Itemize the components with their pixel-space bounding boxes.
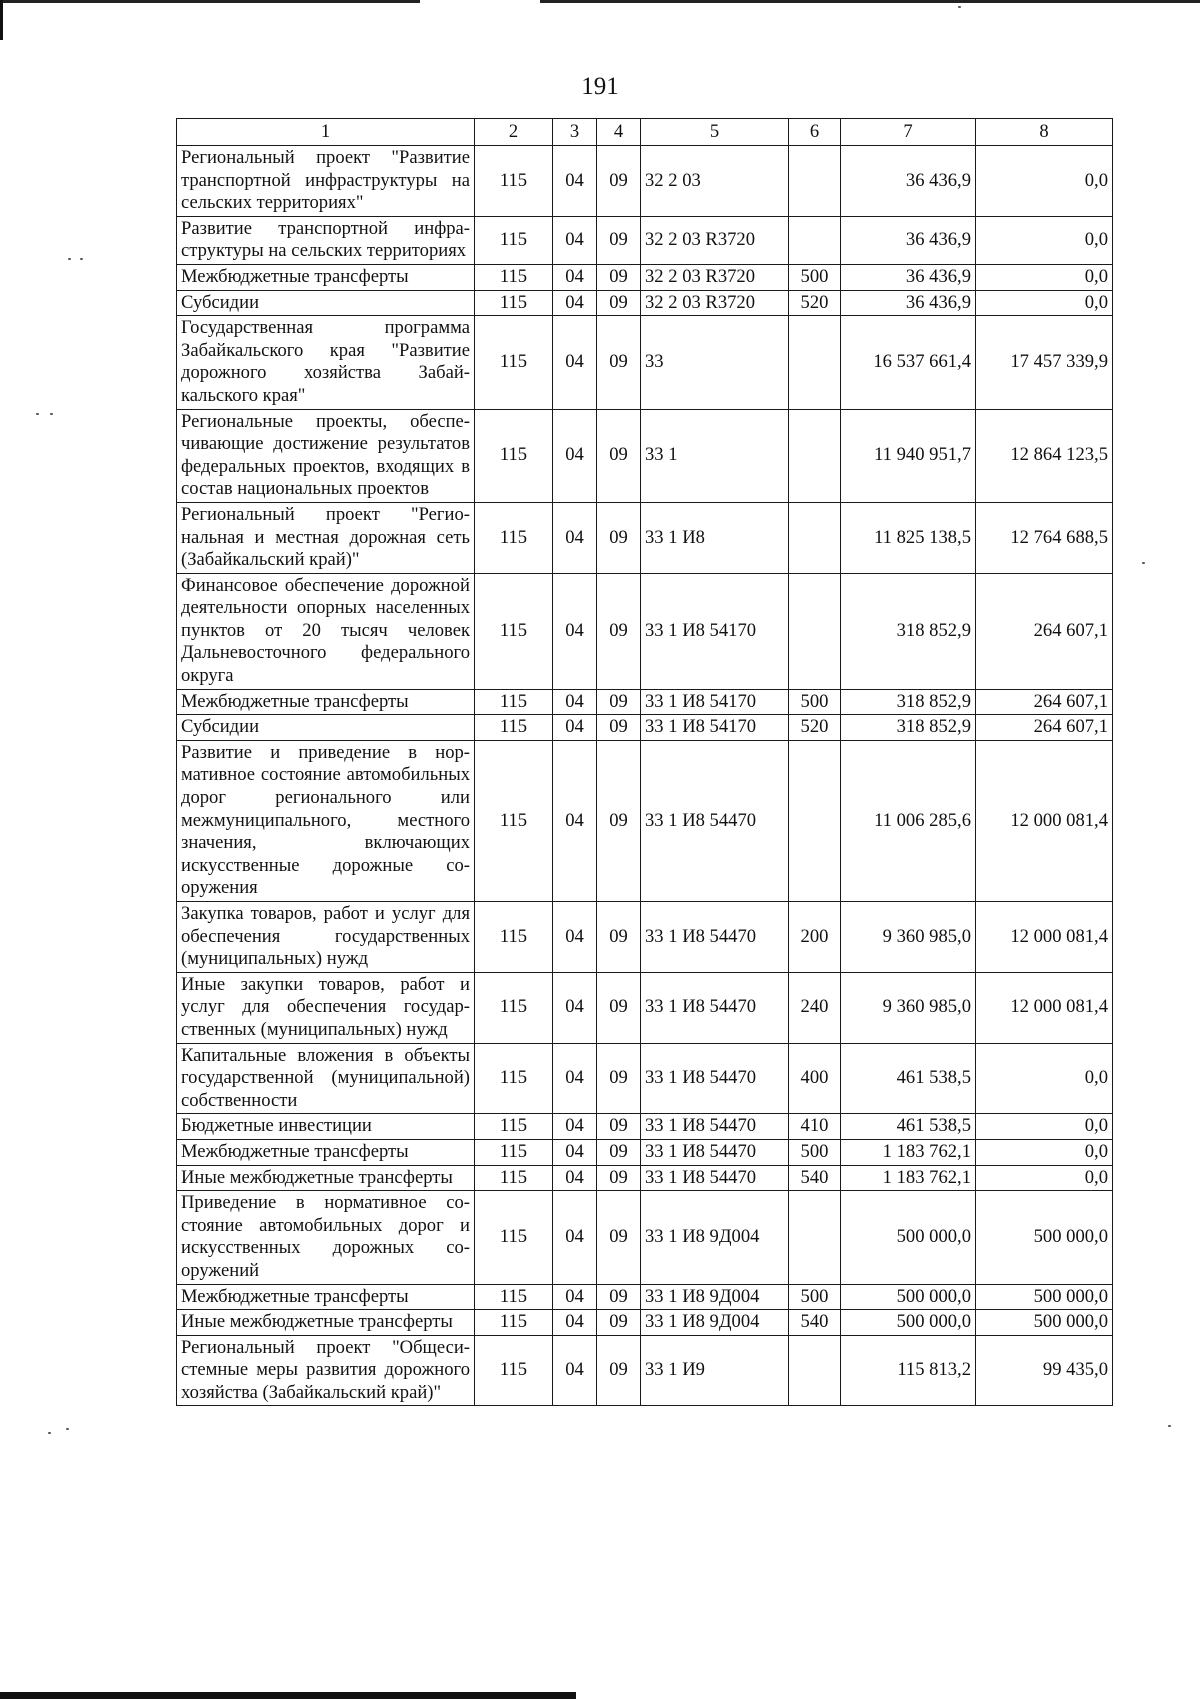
- cell-col2: 115: [475, 740, 553, 901]
- cell-col5: 33 1 И8 54470: [641, 972, 789, 1043]
- cell-col7: 461 538,5: [841, 1114, 976, 1140]
- cell-col7: 9 360 985,0: [841, 972, 976, 1043]
- cell-col3: 04: [553, 1191, 597, 1284]
- scan-speck: [958, 6, 961, 8]
- cell-col5: 33 1 И8 54470: [641, 1139, 789, 1165]
- table-row: [177, 1139, 1113, 1165]
- column-header-6: 6: [789, 119, 841, 146]
- cell-col8: 264 607,1: [976, 715, 1113, 741]
- cell-col4: 09: [597, 409, 641, 502]
- table-row: [177, 316, 1113, 409]
- cell-col7: 36 436,9: [841, 216, 976, 264]
- cell-col8: 264 607,1: [976, 573, 1113, 689]
- cell-col8: 0,0: [976, 264, 1113, 290]
- cell-col5: 33: [641, 316, 789, 409]
- column-header-7: 7: [841, 119, 976, 146]
- cell-col4: 09: [597, 502, 641, 573]
- table-row: [177, 1043, 1113, 1114]
- cell-col3: 04: [553, 715, 597, 741]
- cell-name: Бюджетные инвестиции: [177, 1114, 475, 1140]
- table-row: [177, 1335, 1113, 1406]
- cell-col4: 09: [597, 1139, 641, 1165]
- column-header-3: 3: [553, 119, 597, 146]
- cell-name: Межбюджетные трансферты: [177, 1284, 475, 1310]
- cell-col7: 1 183 762,1: [841, 1165, 976, 1191]
- cell-col4: 09: [597, 264, 641, 290]
- cell-name: Региональный проект "Развитие транспортной инфраструктуры на сельских территориях": [177, 146, 475, 217]
- cell-name: Иные межбюджетные трансферты: [177, 1165, 475, 1191]
- column-header-4: 4: [597, 119, 641, 146]
- cell-col6: [789, 146, 841, 217]
- cell-name: Иные межбюджетные трансферты: [177, 1310, 475, 1336]
- cell-col5: 33 1 И8 9Д004: [641, 1310, 789, 1336]
- scan-edge-bottom: [0, 1692, 1200, 1699]
- column-header-2: 2: [475, 119, 553, 146]
- cell-col2: 115: [475, 409, 553, 502]
- cell-col4: 09: [597, 1043, 641, 1114]
- cell-col7: 16 537 661,4: [841, 316, 976, 409]
- cell-col8: 12 864 123,5: [976, 409, 1113, 502]
- cell-col2: 115: [475, 1310, 553, 1336]
- cell-col3: 04: [553, 573, 597, 689]
- cell-col4: 09: [597, 1114, 641, 1140]
- cell-col7: 36 436,9: [841, 290, 976, 316]
- cell-col4: 09: [597, 689, 641, 715]
- cell-col8: 0,0: [976, 1139, 1113, 1165]
- cell-col6: 540: [789, 1165, 841, 1191]
- cell-col4: 09: [597, 290, 641, 316]
- cell-col7: 461 538,5: [841, 1043, 976, 1114]
- cell-col4: 09: [597, 146, 641, 217]
- cell-col5: 32 2 03 R3720: [641, 290, 789, 316]
- cell-col3: 04: [553, 1335, 597, 1406]
- cell-col7: 36 436,9: [841, 146, 976, 217]
- table-row: [177, 740, 1113, 901]
- cell-col2: 115: [475, 502, 553, 573]
- table-row: [177, 1191, 1113, 1284]
- cell-col7: 115 813,2: [841, 1335, 976, 1406]
- cell-name: Развитие и приведение в нормативное состояние автомобильных дорог регионального или межмуниципального, местного значения, включающих искусственные дорожные сооружения: [177, 740, 475, 901]
- table-row: [177, 1165, 1113, 1191]
- cell-col8: 0,0: [976, 216, 1113, 264]
- cell-col3: 04: [553, 1310, 597, 1336]
- cell-col3: 04: [553, 1165, 597, 1191]
- cell-col7: 500 000,0: [841, 1191, 976, 1284]
- cell-col2: 115: [475, 1335, 553, 1406]
- cell-col7: 1 183 762,1: [841, 1139, 976, 1165]
- cell-col5: 33 1 И8 54470: [641, 902, 789, 973]
- cell-col6: 520: [789, 290, 841, 316]
- cell-col5: 33 1 И8 54170: [641, 715, 789, 741]
- cell-col2: 115: [475, 146, 553, 217]
- cell-col2: 115: [475, 316, 553, 409]
- table-row: [177, 216, 1113, 264]
- cell-col5: 33 1: [641, 409, 789, 502]
- table-row: [177, 715, 1113, 741]
- cell-col2: 115: [475, 972, 553, 1043]
- cell-col2: 115: [475, 216, 553, 264]
- cell-col6: 500: [789, 689, 841, 715]
- cell-col2: 115: [475, 689, 553, 715]
- cell-col2: 115: [475, 264, 553, 290]
- cell-name: Межбюджетные трансферты: [177, 1139, 475, 1165]
- table-row: [177, 573, 1113, 689]
- cell-col6: [789, 573, 841, 689]
- cell-col5: 33 1 И8 54170: [641, 689, 789, 715]
- cell-col7: 318 852,9: [841, 573, 976, 689]
- cell-col3: 04: [553, 216, 597, 264]
- cell-col5: 33 1 И8 9Д004: [641, 1284, 789, 1310]
- cell-col3: 04: [553, 1043, 597, 1114]
- cell-col5: 33 1 И8 54470: [641, 1165, 789, 1191]
- cell-col3: 04: [553, 264, 597, 290]
- scan-speck: [48, 1432, 51, 1434]
- page-number: 191: [581, 73, 619, 100]
- cell-col7: 9 360 985,0: [841, 902, 976, 973]
- header-row: [177, 119, 1113, 146]
- cell-col7: 11 825 138,5: [841, 502, 976, 573]
- cell-col8: 500 000,0: [976, 1191, 1113, 1284]
- cell-col3: 04: [553, 902, 597, 973]
- table-header: [177, 119, 1113, 146]
- cell-col3: 04: [553, 1284, 597, 1310]
- cell-name: Иные закупки товаров, работ и услуг для обеспечения государственных (муниципальных) нужд: [177, 972, 475, 1043]
- cell-col6: [789, 502, 841, 573]
- cell-col6: 400: [789, 1043, 841, 1114]
- table-row: [177, 146, 1113, 217]
- cell-col3: 04: [553, 972, 597, 1043]
- scan-speck: [1168, 1425, 1171, 1427]
- cell-col3: 04: [553, 290, 597, 316]
- cell-col5: 33 1 И8: [641, 502, 789, 573]
- cell-col2: 115: [475, 1139, 553, 1165]
- cell-col4: 09: [597, 902, 641, 973]
- cell-col3: 04: [553, 689, 597, 715]
- scan-speck: [80, 258, 83, 260]
- cell-col6: 500: [789, 1139, 841, 1165]
- column-header-8: 8: [976, 119, 1113, 146]
- cell-col7: 500 000,0: [841, 1284, 976, 1310]
- cell-col8: 500 000,0: [976, 1310, 1113, 1336]
- cell-col8: 0,0: [976, 1043, 1113, 1114]
- cell-col6: 500: [789, 264, 841, 290]
- scan-edge-top: [0, 0, 1200, 3]
- cell-col4: 09: [597, 740, 641, 901]
- cell-col4: 09: [597, 1191, 641, 1284]
- scan-speck: [36, 413, 39, 415]
- cell-col6: [789, 409, 841, 502]
- cell-col6: [789, 1191, 841, 1284]
- cell-col5: 32 2 03 R3720: [641, 264, 789, 290]
- table-row: [177, 290, 1113, 316]
- cell-col5: 32 2 03 R3720: [641, 216, 789, 264]
- cell-col8: 0,0: [976, 290, 1113, 316]
- cell-col2: 115: [475, 902, 553, 973]
- cell-col3: 04: [553, 1114, 597, 1140]
- table-row: [177, 689, 1113, 715]
- cell-col3: 04: [553, 502, 597, 573]
- cell-col8: 0,0: [976, 1165, 1113, 1191]
- cell-name: Межбюджетные трансферты: [177, 689, 475, 715]
- cell-name: Межбюджетные трансферты: [177, 264, 475, 290]
- table-row: [177, 1114, 1113, 1140]
- cell-name: Государственная программа Забайкальского края "Развитие дорожного хозяйства Забайкальского края": [177, 316, 475, 409]
- cell-col8: 12 000 081,4: [976, 740, 1113, 901]
- cell-col4: 09: [597, 715, 641, 741]
- cell-col5: 33 1 И9: [641, 1335, 789, 1406]
- cell-col2: 115: [475, 715, 553, 741]
- cell-col2: 115: [475, 1043, 553, 1114]
- cell-col6: 540: [789, 1310, 841, 1336]
- cell-col8: 0,0: [976, 1114, 1113, 1140]
- table-row: [177, 264, 1113, 290]
- cell-col5: 33 1 И8 9Д004: [641, 1191, 789, 1284]
- cell-col4: 09: [597, 1284, 641, 1310]
- cell-col8: 500 000,0: [976, 1284, 1113, 1310]
- cell-col3: 04: [553, 146, 597, 217]
- cell-col3: 04: [553, 409, 597, 502]
- cell-col6: 500: [789, 1284, 841, 1310]
- budget-table: [176, 118, 1113, 1406]
- cell-col2: 115: [475, 290, 553, 316]
- cell-col2: 115: [475, 573, 553, 689]
- cell-col5: 33 1 И8 54470: [641, 1114, 789, 1140]
- cell-col8: 12 000 081,4: [976, 972, 1113, 1043]
- table-row: [177, 1310, 1113, 1336]
- cell-col2: 115: [475, 1165, 553, 1191]
- cell-col8: 17 457 339,9: [976, 316, 1113, 409]
- table-row: [177, 1284, 1113, 1310]
- cell-col5: 33 1 И8 54170: [641, 573, 789, 689]
- cell-col6: 410: [789, 1114, 841, 1140]
- cell-name: Региональный проект "Региональная и местная дорожная сеть (Забайкальский край)": [177, 502, 475, 573]
- cell-col5: 32 2 03: [641, 146, 789, 217]
- cell-col7: 500 000,0: [841, 1310, 976, 1336]
- cell-col8: 264 607,1: [976, 689, 1113, 715]
- cell-name: Приведение в нормативное состояние автомобильных дорог и искусственных дорожных сооружений: [177, 1191, 475, 1284]
- cell-col6: 200: [789, 902, 841, 973]
- cell-col8: 99 435,0: [976, 1335, 1113, 1406]
- scan-speck: [68, 258, 71, 260]
- column-header-5: 5: [641, 119, 789, 146]
- cell-col6: 520: [789, 715, 841, 741]
- cell-name: Капитальные вложения в объекты государственной (муниципальной) собственности: [177, 1043, 475, 1114]
- cell-col7: 318 852,9: [841, 689, 976, 715]
- cell-col4: 09: [597, 316, 641, 409]
- cell-col5: 33 1 И8 54470: [641, 740, 789, 901]
- cell-col6: [789, 216, 841, 264]
- cell-name: Финансовое обеспечение дорожной деятельности опорных населенных пунктов от 20 тысяч человек Дальневосточного федерального округа: [177, 573, 475, 689]
- cell-col7: 11 940 951,7: [841, 409, 976, 502]
- cell-col6: [789, 1335, 841, 1406]
- cell-col3: 04: [553, 1139, 597, 1165]
- cell-col3: 04: [553, 316, 597, 409]
- cell-col4: 09: [597, 1165, 641, 1191]
- column-header-1: 1: [177, 119, 475, 146]
- table-row: [177, 902, 1113, 973]
- cell-col7: 36 436,9: [841, 264, 976, 290]
- scan-edge-left: [0, 0, 3, 40]
- table-row: [177, 502, 1113, 573]
- table-row: [177, 972, 1113, 1043]
- cell-name: Закупка товаров, работ и услуг для обеспечения государственных (муниципальных) нужд: [177, 902, 475, 973]
- cell-name: Субсидии: [177, 715, 475, 741]
- cell-col5: 33 1 И8 54470: [641, 1043, 789, 1114]
- cell-col8: 0,0: [976, 146, 1113, 217]
- cell-col2: 115: [475, 1114, 553, 1140]
- cell-name: Субсидии: [177, 290, 475, 316]
- cell-col4: 09: [597, 573, 641, 689]
- cell-col6: 240: [789, 972, 841, 1043]
- cell-name: Развитие транспортной инфраструктуры на сельских территориях: [177, 216, 475, 264]
- scan-speck: [50, 413, 53, 415]
- cell-col6: [789, 740, 841, 901]
- cell-col8: 12 764 688,5: [976, 502, 1113, 573]
- table-body: [177, 146, 1113, 1406]
- cell-col6: [789, 316, 841, 409]
- cell-col7: 11 006 285,6: [841, 740, 976, 901]
- cell-col8: 12 000 081,4: [976, 902, 1113, 973]
- cell-col4: 09: [597, 216, 641, 264]
- cell-col4: 09: [597, 1310, 641, 1336]
- cell-col3: 04: [553, 740, 597, 901]
- scan-speck: [66, 1428, 69, 1430]
- cell-col2: 115: [475, 1191, 553, 1284]
- cell-col4: 09: [597, 1335, 641, 1406]
- table-row: [177, 409, 1113, 502]
- cell-name: Региональные проекты, обеспечивающие достижение результатов федеральных проектов, входящих в состав национальных проектов: [177, 409, 475, 502]
- cell-name: Региональный проект "Общесистемные меры развития дорожного хозяйства (Забайкальский край)": [177, 1335, 475, 1406]
- cell-col2: 115: [475, 1284, 553, 1310]
- cell-col7: 318 852,9: [841, 715, 976, 741]
- cell-col4: 09: [597, 972, 641, 1043]
- scan-speck: [1142, 562, 1145, 564]
